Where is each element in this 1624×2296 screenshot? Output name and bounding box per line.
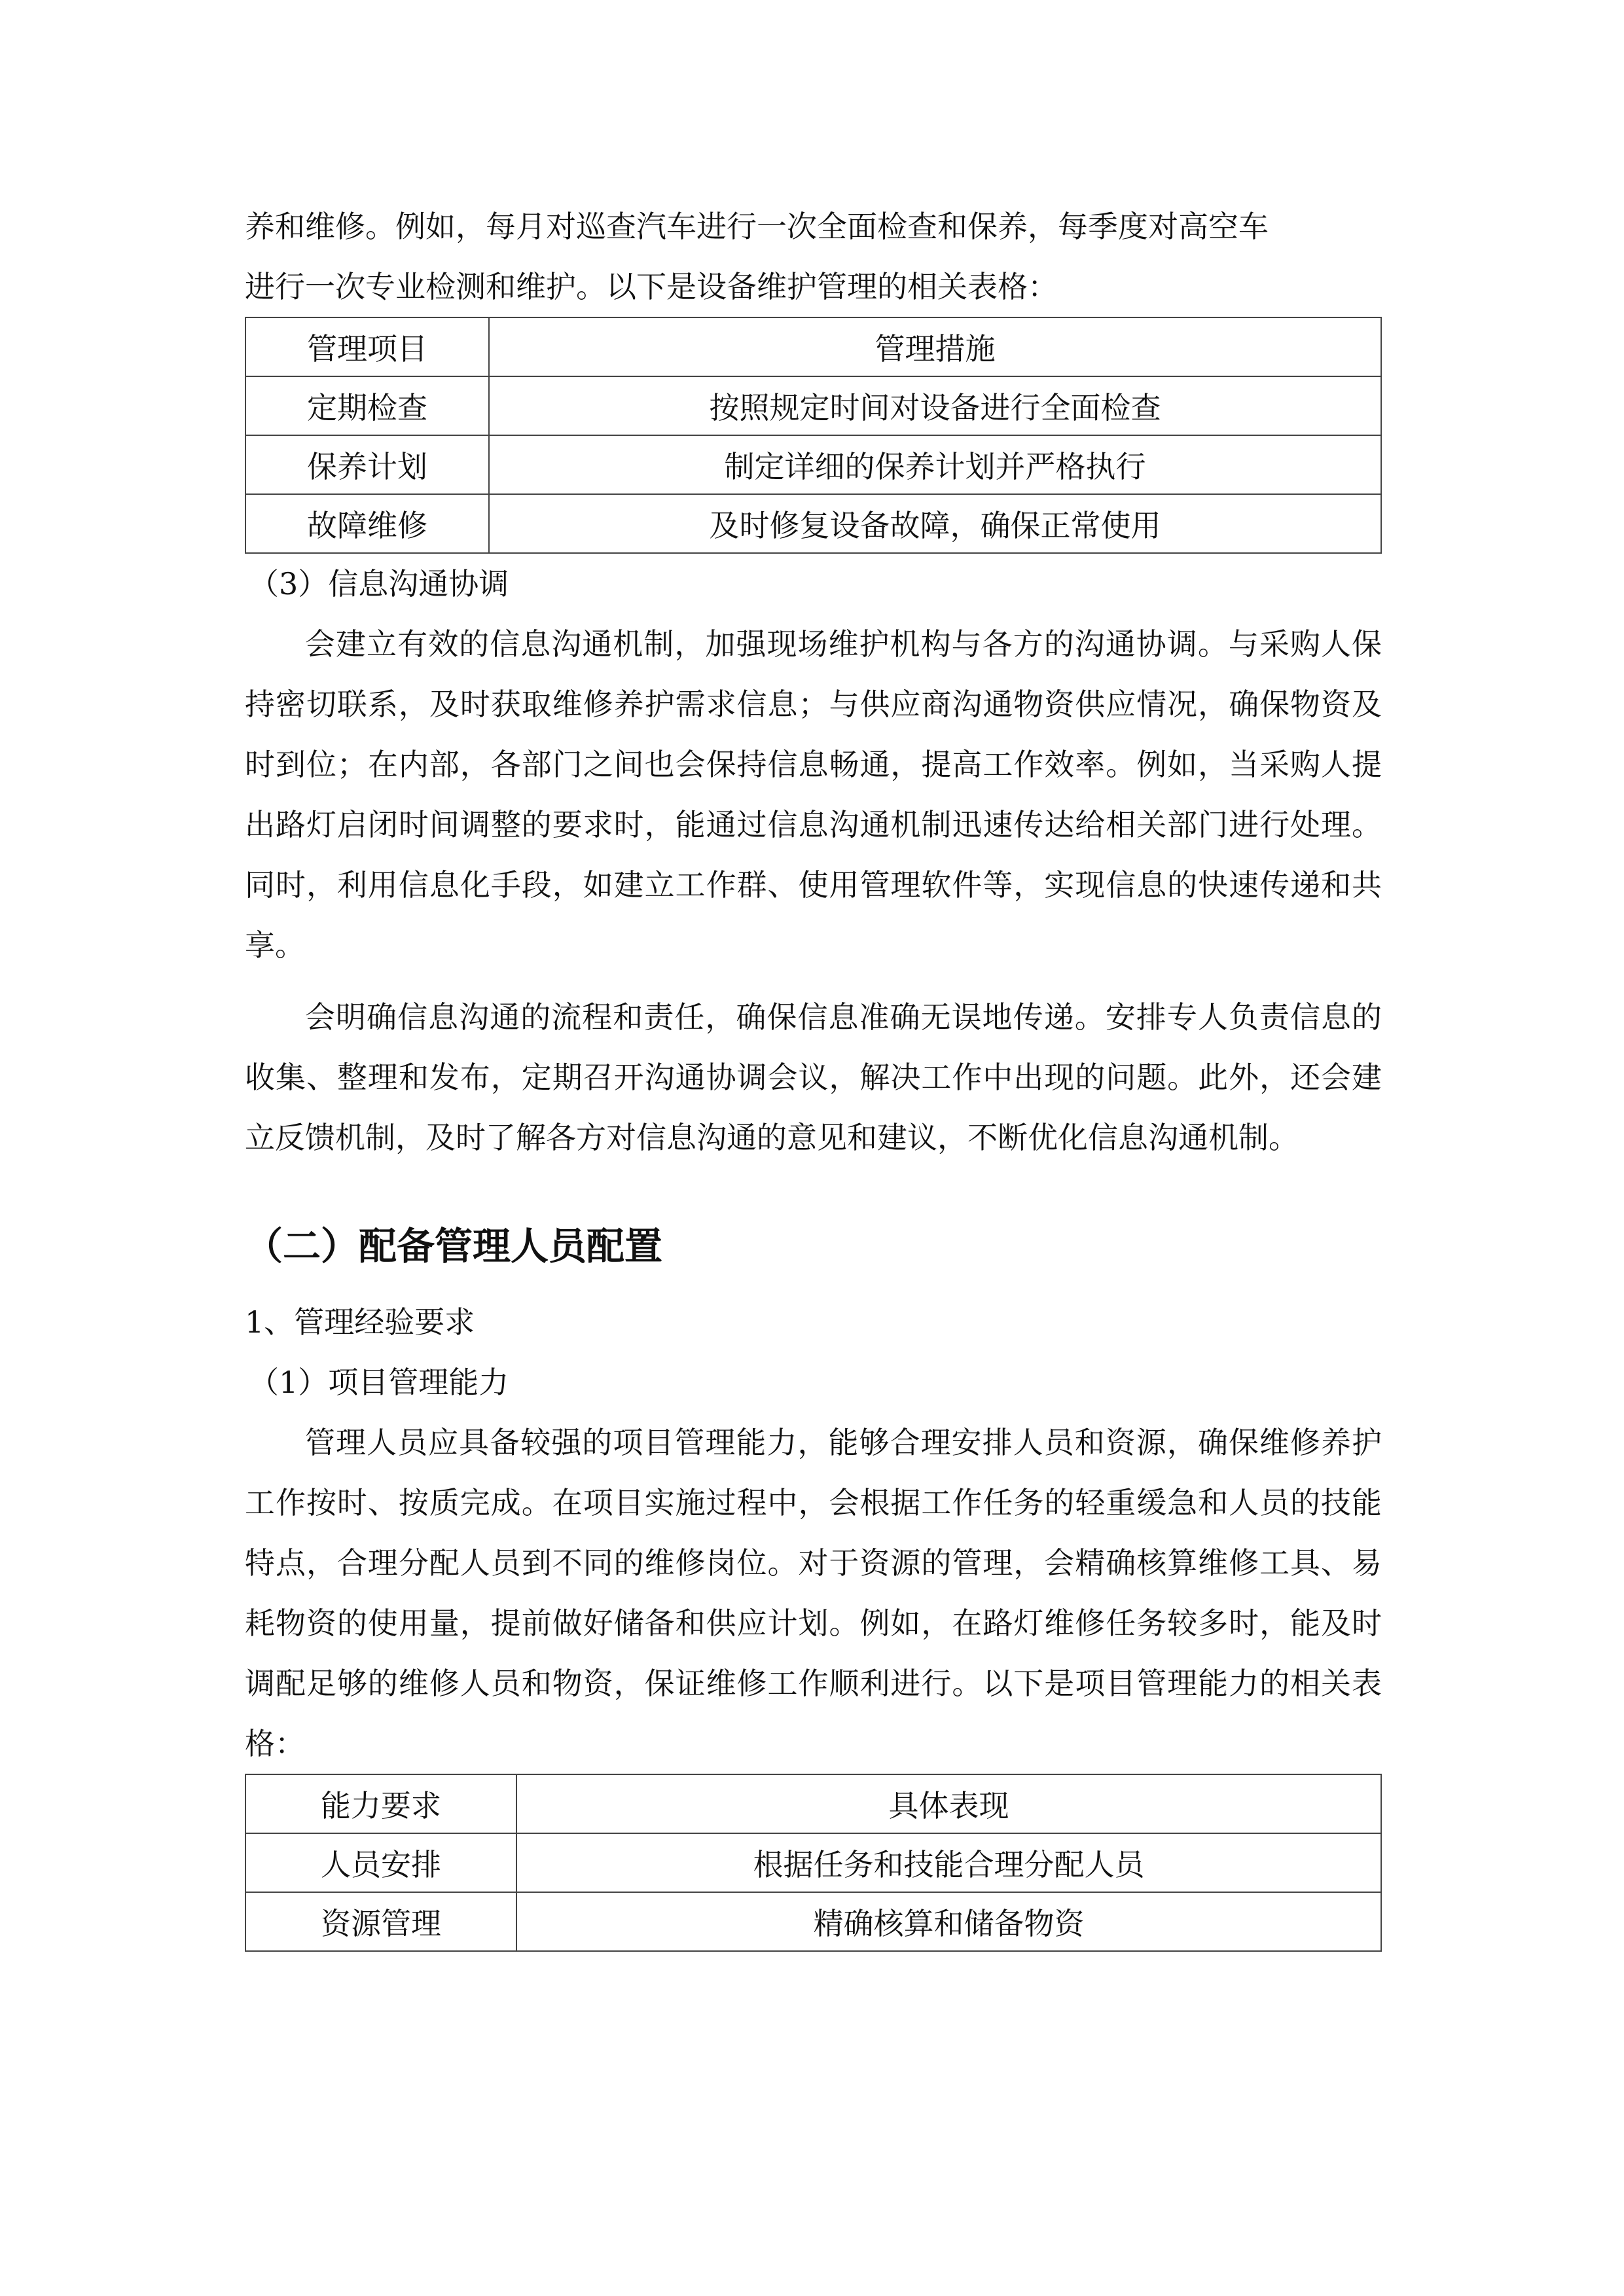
table-row: [245, 1892, 1381, 1951]
section-heading-staffing: （二）配备管理人员配置: [245, 1224, 663, 1268]
table-header-row: [245, 317, 1381, 376]
table-cell: 人员安排: [245, 1833, 516, 1892]
table-row: [245, 435, 1381, 494]
table-cell: 按照规定时间对设备进行全面检查: [489, 376, 1381, 435]
intro-line-2: 进行一次专业检测和维护。以下是设备维护管理的相关表格：: [245, 269, 1058, 304]
table-cell: 资源管理: [245, 1892, 516, 1951]
table-cell: 故障维修: [245, 494, 489, 553]
table-header-cell: 管理措施: [489, 317, 1381, 376]
table-cell: 精确核算和储备物资: [516, 1892, 1381, 1951]
table-header-cell: 具体表现: [516, 1774, 1381, 1833]
table-cell: 根据任务和技能合理分配人员: [516, 1833, 1381, 1892]
equipment-maintenance-table: [245, 317, 1382, 554]
table-cell: 保养计划: [245, 435, 489, 494]
table-header-cell: 能力要求: [245, 1774, 516, 1833]
document-page: [245, 196, 1382, 1952]
table-cell: 及时修复设备故障，确保正常使用: [489, 494, 1381, 553]
section-subheading-experience: 1、管理经验要求: [245, 1304, 475, 1340]
table-header-row: [245, 1774, 1381, 1833]
table-row: [245, 494, 1381, 553]
table-row: [245, 376, 1381, 435]
paragraph-project-management: 管理人员应具备较强的项目管理能力，能够合理安排人员和资源，确保维修养护工作按时、按质完成。在项目实施过程中，会根据工作任务的轻重缓急和人员的技能特点，合理分配人员到不同的维修岗位。对于资源的管理，会精确核算维修工具、易耗物资的使用量，提前做好储备和供应计划。例如，在路灯维修任务较多时，能及时调配足够的维修人员和物资，保证维修工作顺利进行。以下是项目管理能力的相关表格：: [245, 1425, 1382, 1761]
subsection-title-project-management: （1）项目管理能力: [249, 1365, 509, 1400]
table-header-cell: 管理项目: [245, 317, 489, 376]
table-row: [245, 1833, 1381, 1892]
table-cell: 定期检查: [245, 376, 489, 435]
intro-line-1: 养和维修。例如，每月对巡查汽车进行一次全面检查和保养，每季度对高空车: [245, 209, 1269, 244]
paragraph-communication-process: 会明确信息沟通的流程和责任，确保信息准确无误地传递。安排专人负责信息的收集、整理和发布，定期召开沟通协调会议，解决工作中出现的问题。此外，还会建立反馈机制，及时了解各方对信息沟通的意见和建议，不断优化信息沟通机制。: [245, 999, 1382, 1155]
project-management-ability-table: [245, 1774, 1382, 1952]
paragraph-info-communication: 会建立有效的信息沟通机制，加强现场维护机构与各方的沟通协调。与采购人保持密切联系，及时获取维修养护需求信息；与供应商沟通物资供应情况，确保物资及时到位；在内部，各部门之间也会保持信息畅通，提高工作效率。例如，当采购人提出路灯启闭时间调整的要求时，能通过信息沟通机制迅速传达给相关部门进行处理。同时，利用信息化手段，如建立工作群、使用管理软件等，实现信息的快速传递和共享。: [245, 626, 1382, 963]
table-cell: 制定详细的保养计划并严格执行: [489, 435, 1381, 494]
subsection-title-info-communication: （3）信息沟通协调: [249, 566, 509, 601]
